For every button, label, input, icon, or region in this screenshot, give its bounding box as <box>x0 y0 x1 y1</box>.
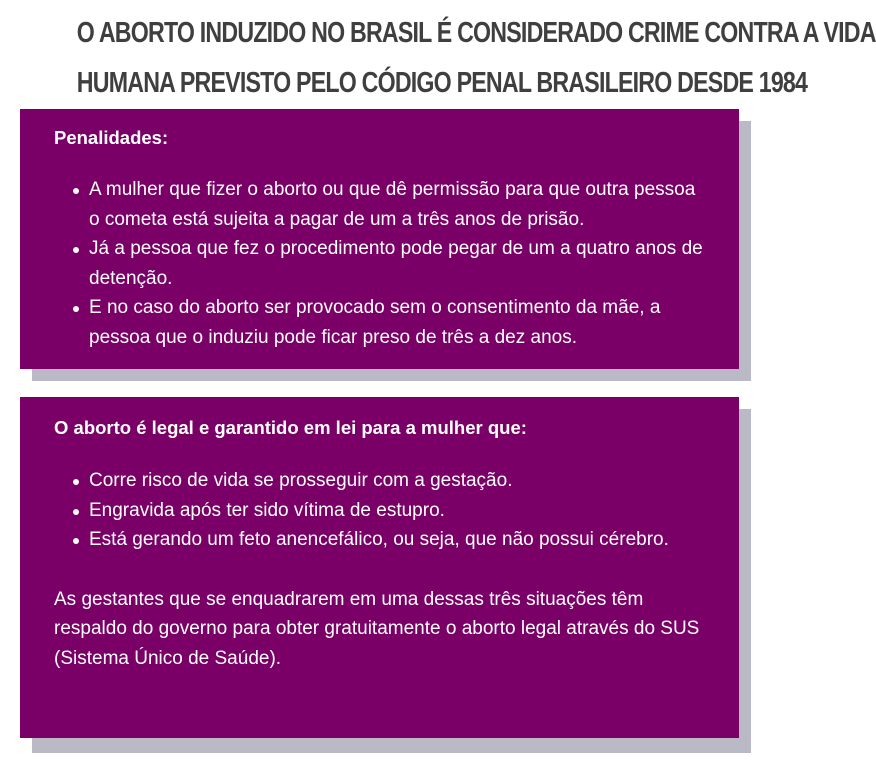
legal-card <box>20 397 739 738</box>
list-item: Já a pessoa que fez o procedimento pode pegar de um a quatro anos de detenção. <box>54 234 709 293</box>
list-item: Está gerando um feto anencefálico, ou seja, que não possui cérebro. <box>54 525 709 555</box>
list-item: A mulher que fizer o aborto ou que dê permissão para que outra pessoa o cometa está sujeita a pagar de um a três anos de prisão. <box>54 175 709 234</box>
penalties-list <box>54 175 709 352</box>
closing-paragraph: As gestantes que se enquadrarem em uma dessas três situações têm respaldo do governo para obter gratuitamente o aborto legal através do SUS (Sistema Único de Saúde). <box>54 588 700 669</box>
page-title <box>76 8 876 108</box>
list-item: Corre risco de vida se prosseguir com a gestação. <box>54 466 709 496</box>
penalties-heading: Penalidades: <box>54 127 169 148</box>
penalties-card <box>20 109 739 369</box>
list-item: E no caso do aborto ser provocado sem o consentimento da mãe, a pessoa que o induziu pode ficar preso de três a dez anos. <box>54 293 709 352</box>
legal-heading: O aborto é legal e garantido em lei para a mulher que: <box>54 417 527 438</box>
title-line-1: O ABORTO INDUZIDO NO BRASIL É CONSIDERADO CRIME CONTRA A VIDA <box>76 17 876 49</box>
list-item: Engravida após ter sido vítima de estupro. <box>54 496 709 526</box>
title-line-2: HUMANA PREVISTO PELO CÓDIGO PENAL BRASILEIRO DESDE 1984 <box>76 67 808 99</box>
legal-conditions-list <box>54 466 709 555</box>
